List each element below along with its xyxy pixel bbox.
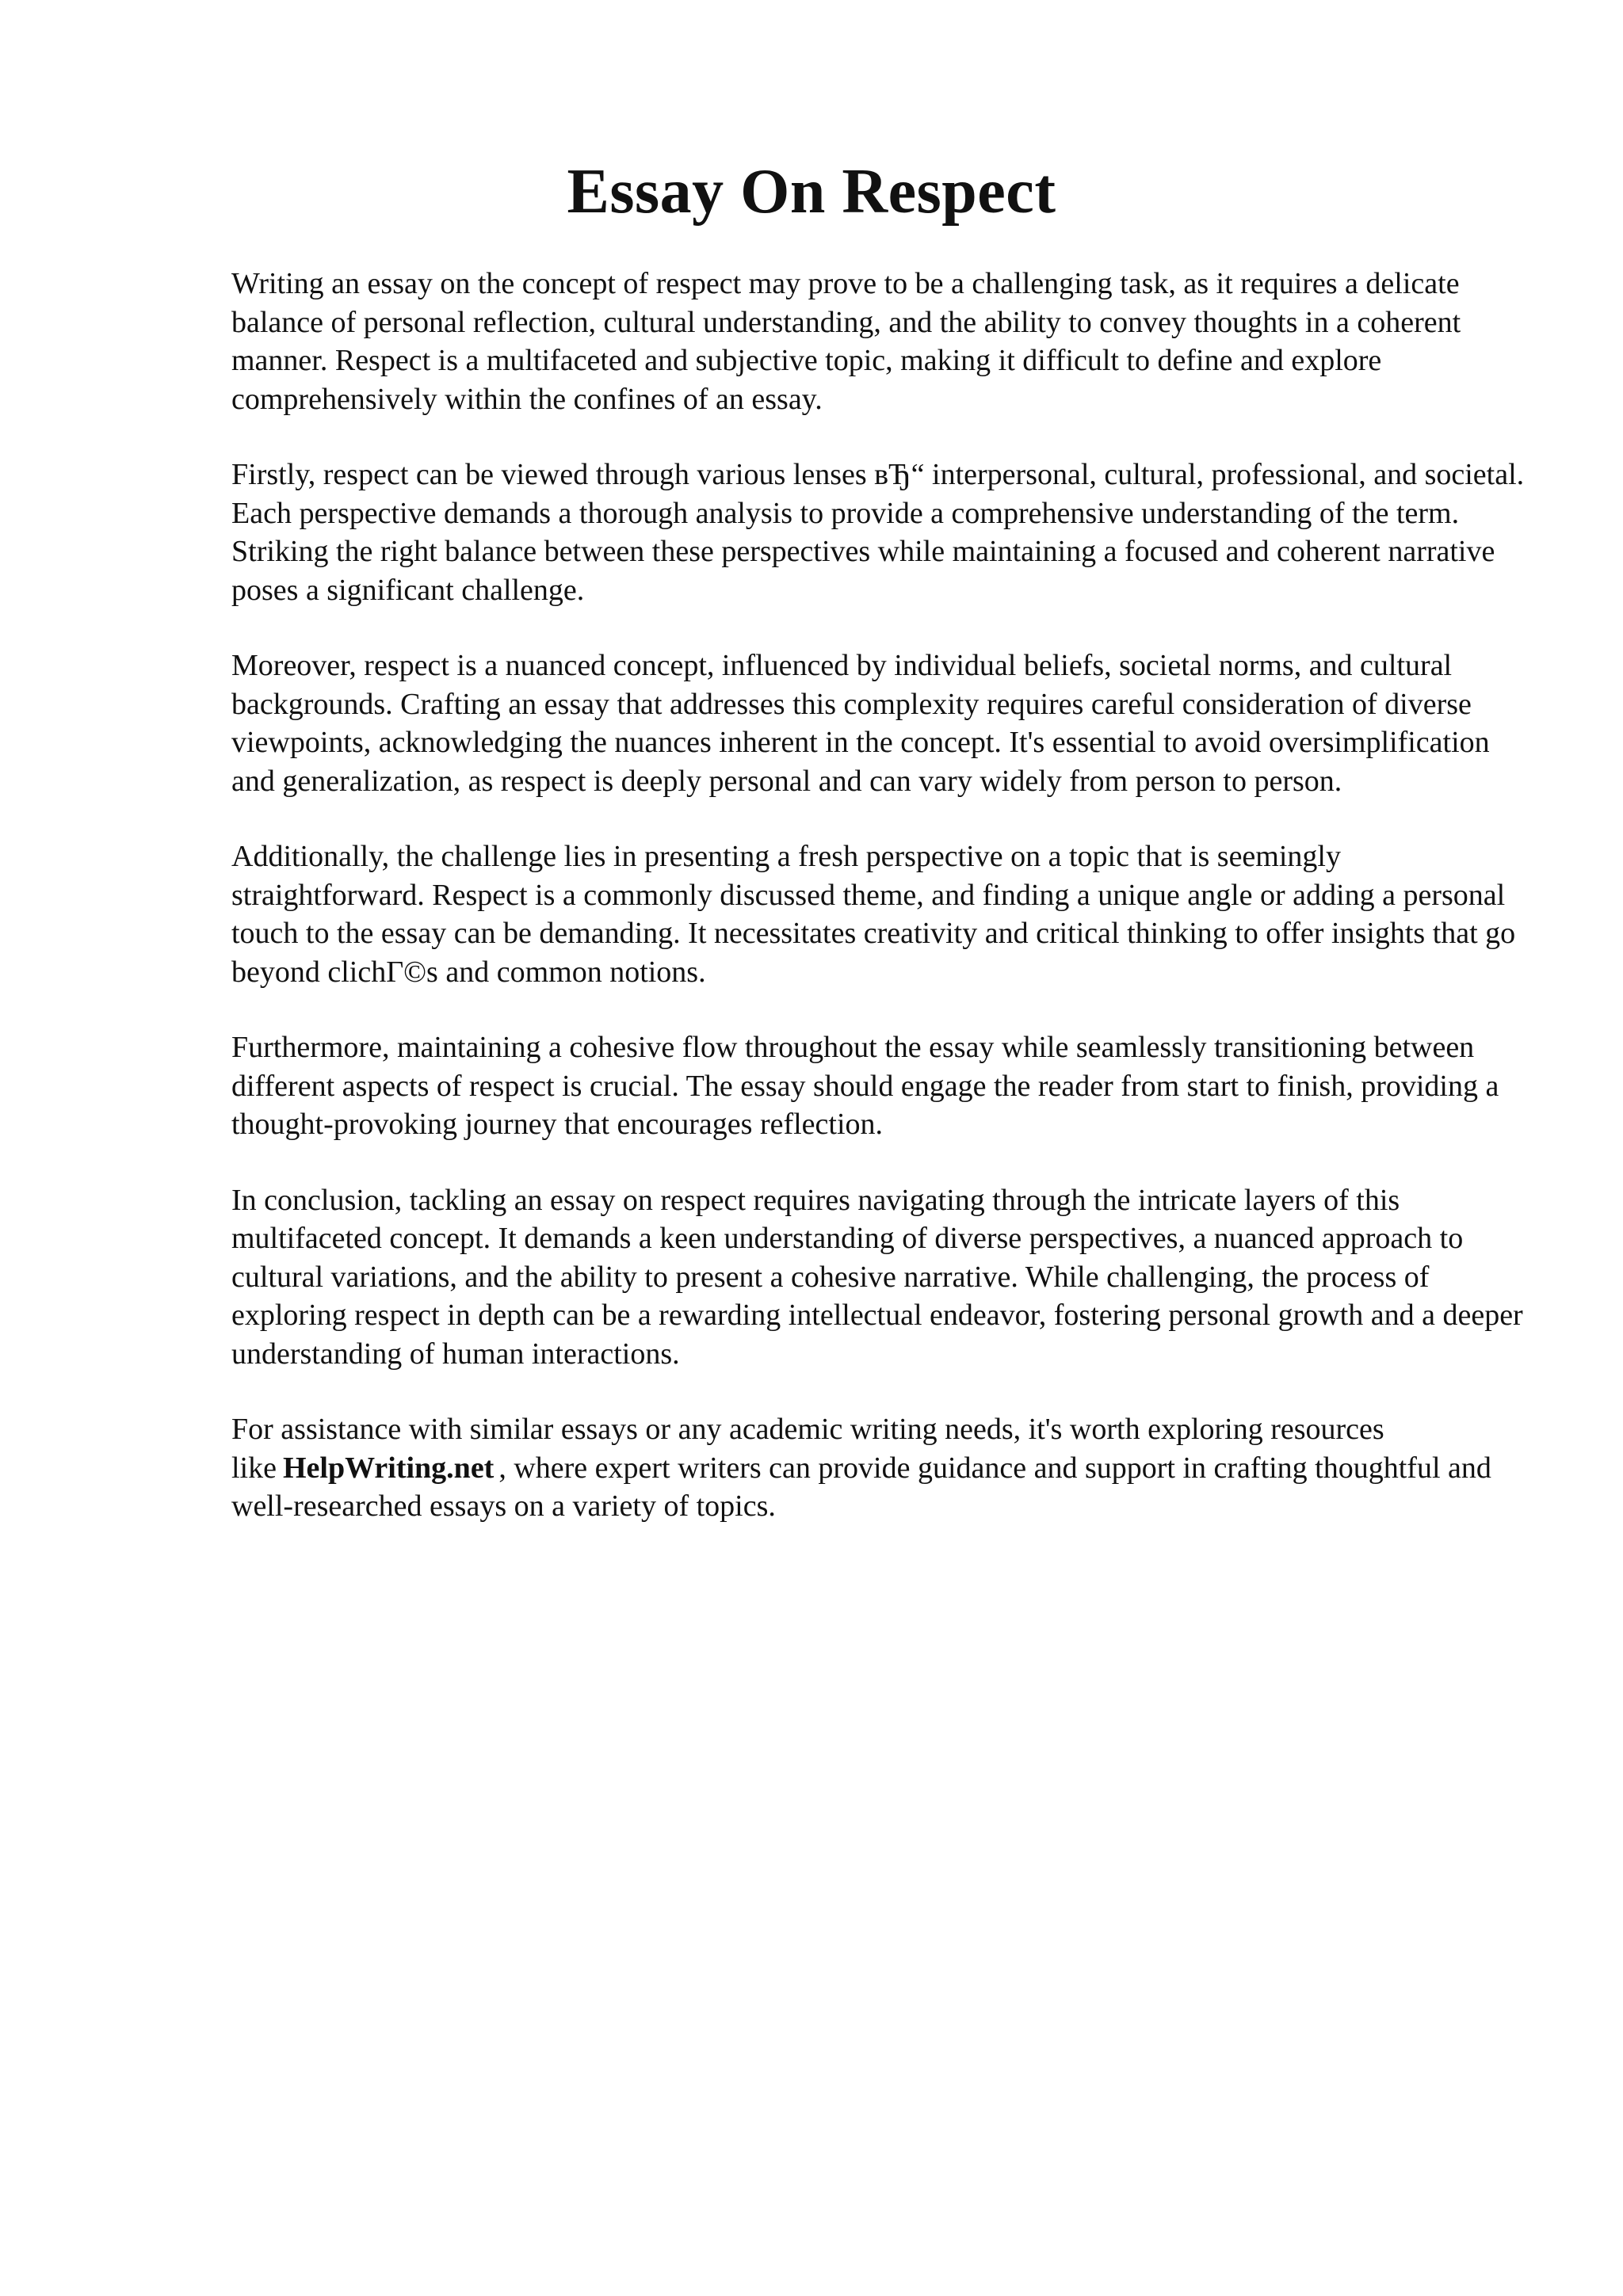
closing-text-after-link: , where expert writers can provide guidance and support in crafting thoughtful and well-researched essays on a variety of topics. bbox=[231, 1451, 1491, 1523]
essay-paragraph-6: In conclusion, tackling an essay on respect requires navigating through the intricate layers of this multifaceted concept. It demands a keen understanding of diverse perspectives, a nuanced approach to cultural variations, and the ability to present a cohesive narrative. While challenging, the process of exploring respect in depth can be a rewarding intellectual endeavor, fostering personal growth and a deeper understanding of human interactions. bbox=[231, 1183, 1523, 1371]
closing-text-before-link: For assistance with similar essays or any academic writing needs, it's worth exploring resources like bbox=[231, 1413, 1384, 1485]
closing-paragraph bbox=[231, 1410, 1531, 1526]
essay-paragraph-2: Firstly, respect can be viewed through various lenses вЂ“ interpersonal, cultural, professional, and societal. Each perspective demands a thorough analysis to provide a comprehensive understanding of the term. Striking the right balance between these perspectives while maintaining a focused and coherent narrative poses a significant challenge. bbox=[231, 458, 1525, 607]
essay-title: Essay On Respect bbox=[567, 157, 1056, 227]
essay-body bbox=[231, 265, 1531, 1563]
essay-paragraph-5: Furthermore, maintaining a cohesive flow throughout the essay while seamlessly transitioning between different aspects of respect is crucial. The essay should engage the reader from start to finish, providing a thought-provoking journey that encourages reflection. bbox=[231, 1031, 1499, 1141]
essay-paragraph-4: Additionally, the challenge lies in presenting a fresh perspective on a topic that is seemingly straightforward. Respect is a commonly discussed theme, and finding a unique angle or adding a personal touch to the essay can be demanding. It necessitates creativity and critical thinking to offer insights that go beyond clichГ©s and common notions. bbox=[231, 840, 1516, 989]
essay-paragraph-3: Moreover, respect is a nuanced concept, influenced by individual beliefs, societal norms, and cultural backgrounds. Crafting an essay that addresses this complexity requires careful consideration of diverse viewpoints, acknowledging the nuances inherent in the concept. It's essential to avoid oversimplification and generalization, as respect is deeply personal and can vary widely from person to person. bbox=[231, 649, 1490, 798]
helpwriting-link[interactable]: HelpWriting.net bbox=[282, 1451, 495, 1485]
essay-paragraph-1: Writing an essay on the concept of respect may prove to be a challenging task, as it requires a delicate balance of personal reflection, cultural understanding, and the ability to convey thoughts in a coherent manner. Respect is a multifaceted and subjective topic, making it difficult to define and explore comprehensively within the confines of an essay. bbox=[231, 267, 1461, 416]
